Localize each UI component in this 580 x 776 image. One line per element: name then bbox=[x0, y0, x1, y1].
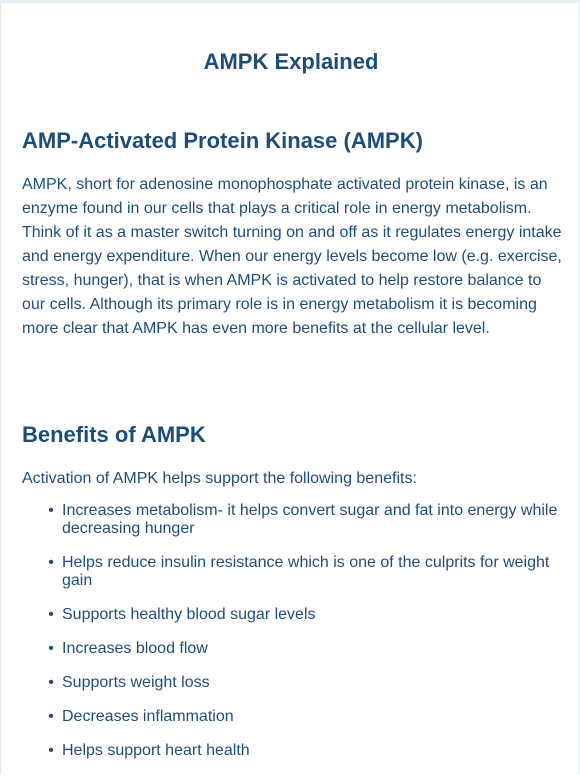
list-item-text: Increases blood flow bbox=[62, 640, 208, 657]
list-item bbox=[22, 674, 562, 692]
list-item bbox=[22, 640, 562, 658]
list-item-text: Supports healthy blood sugar levels bbox=[62, 606, 316, 623]
content-card bbox=[0, 3, 580, 774]
list-item-text: Increases metabolism- it helps convert sugar and fat into energy while decreasing hunger bbox=[62, 502, 558, 537]
list-item bbox=[22, 742, 562, 760]
list-item-text: Decreases inflammation bbox=[62, 708, 234, 725]
bullet-icon: • bbox=[48, 502, 54, 519]
list-item-text: Helps support heart health bbox=[62, 742, 250, 759]
page-title: AMPK Explained bbox=[203, 49, 379, 74]
list-item bbox=[22, 606, 562, 624]
bullet-icon: • bbox=[48, 554, 54, 571]
bullet-icon: • bbox=[48, 640, 54, 657]
section-heading-benefits: Benefits of AMPK bbox=[22, 422, 206, 447]
list-item-text: Helps reduce insulin resistance which is one of the culprits for weight gain bbox=[62, 554, 550, 589]
list-item-text: Supports weight loss bbox=[62, 674, 210, 691]
ampk-description: AMPK, short for adenosine monophosphate activated protein kinase, is an enzyme found in our cells that plays a critical role in energy metabolism. Think of it as a master switch turning on and off as it regulates energy intake and energy expenditure. When our energy levels become low (e.g. exercise, stress, hunger), that is when AMPK is activated to help restore balance to our cells. Although its primary role is in energy metabolism it is becoming more clear that AMPK has even more benefits at the cellular level. bbox=[22, 176, 562, 337]
list-item bbox=[22, 708, 562, 726]
bullet-icon: • bbox=[48, 674, 54, 691]
section-heading-ampk: AMP-Activated Protein Kinase (AMPK) bbox=[22, 128, 423, 153]
list-item bbox=[22, 554, 562, 590]
bullet-icon: • bbox=[48, 708, 54, 725]
benefits-intro: Activation of AMPK helps support the following benefits: bbox=[22, 470, 417, 487]
bullet-icon: • bbox=[48, 606, 54, 623]
benefits-list bbox=[22, 502, 562, 776]
bullet-icon: • bbox=[48, 742, 54, 759]
list-item bbox=[22, 502, 562, 538]
